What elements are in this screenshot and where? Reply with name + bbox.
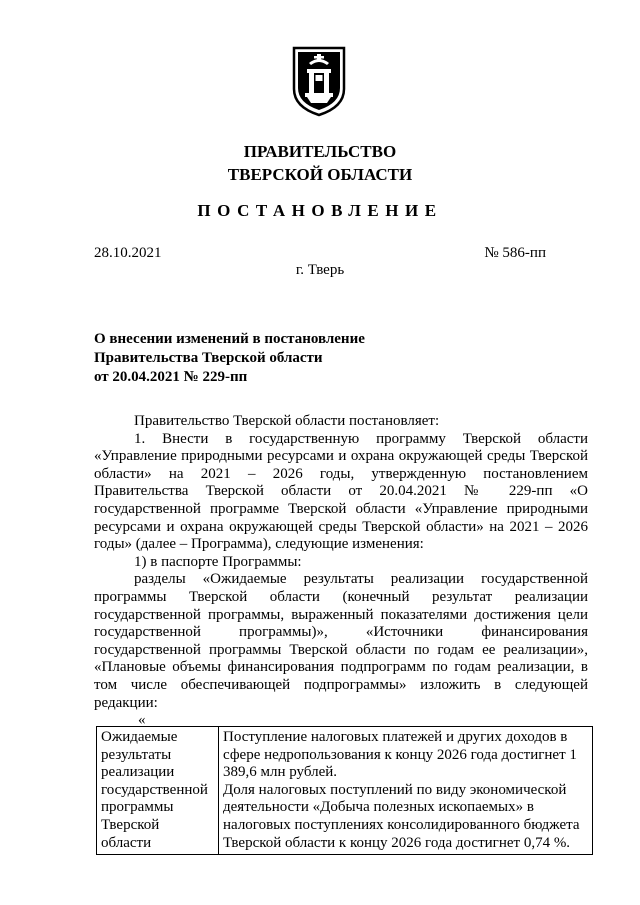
subject-line-1: О внесении изменений в постановление (94, 331, 365, 347)
table-value-paragraph-1: Поступление налоговых платежей и других доходов в сфере недропользования к концу 2026 года достигнет 1 389,6 млн рублей. (223, 729, 577, 781)
document-city: г. Тверь (295, 262, 345, 278)
government-name (0, 140, 640, 186)
document-body (94, 413, 588, 730)
table-row (97, 727, 593, 855)
table-cell-label: Ожидаемые результаты реализации государственной программы Тверской области (97, 727, 219, 855)
org-line-1: ПРАВИТЕЛЬСТВО (243, 142, 397, 161)
document-date: 28.10.2021 (94, 245, 162, 261)
document-subject (94, 330, 454, 387)
table-value-paragraph-2: Доля налоговых поступлений по виду экономической деятельности «Добыча полезных ископаемых» в налоговых поступлениях консолидированного бюджета Тверской области к концу 2026 года достигнет 0,74 %. (223, 781, 580, 851)
body-paragraph-4: разделы «Ожидаемые результаты реализации государственной программы Тверской области (конечный результат реализации государственной программы, выраженный показателями достижения цели государственной программы)», «Источники финансирования государственной программы Тверской области по годам ее реализации», «Плановые объемы финансирования подпрограмм по годам реализации, в том числе обеспечивающей подпрограммы» изложить в следующей редакции: (94, 571, 588, 711)
document-number: № 586-пп (484, 245, 546, 261)
body-paragraph-1: Правительство Тверской области постановляет: (134, 413, 440, 429)
tver-coat-of-arms-icon (291, 45, 347, 117)
body-paragraph-3: 1) в паспорте Программы: (134, 553, 302, 570)
subject-line-2: Правительства Тверской области (94, 350, 323, 366)
passport-table (96, 726, 593, 855)
org-line-2: ТВЕРСКОЙ ОБЛАСТИ (227, 165, 413, 184)
body-paragraph-2: 1. Внести в государственную программу Тверской области «Управление природными ресурсами и охрана окружающей среды Тверской области» на 2021 – 2026 годы, утвержденную постановлением Правительства Тверской области от 20.04.2021 № 229-пп «О государственной программе Тверской области «Управление природными ресурсами и охрана окружающей среды Тверской области» на 2021 – 2026 годы» (далее – Программа), следующие изменения: (94, 430, 588, 553)
opening-quote: « (138, 712, 146, 729)
document-type: ПОСТАНОВЛЕНИЕ (197, 201, 443, 220)
subject-line-3: от 20.04.2021 № 229-пп (94, 369, 248, 385)
table-cell-value (219, 727, 593, 855)
